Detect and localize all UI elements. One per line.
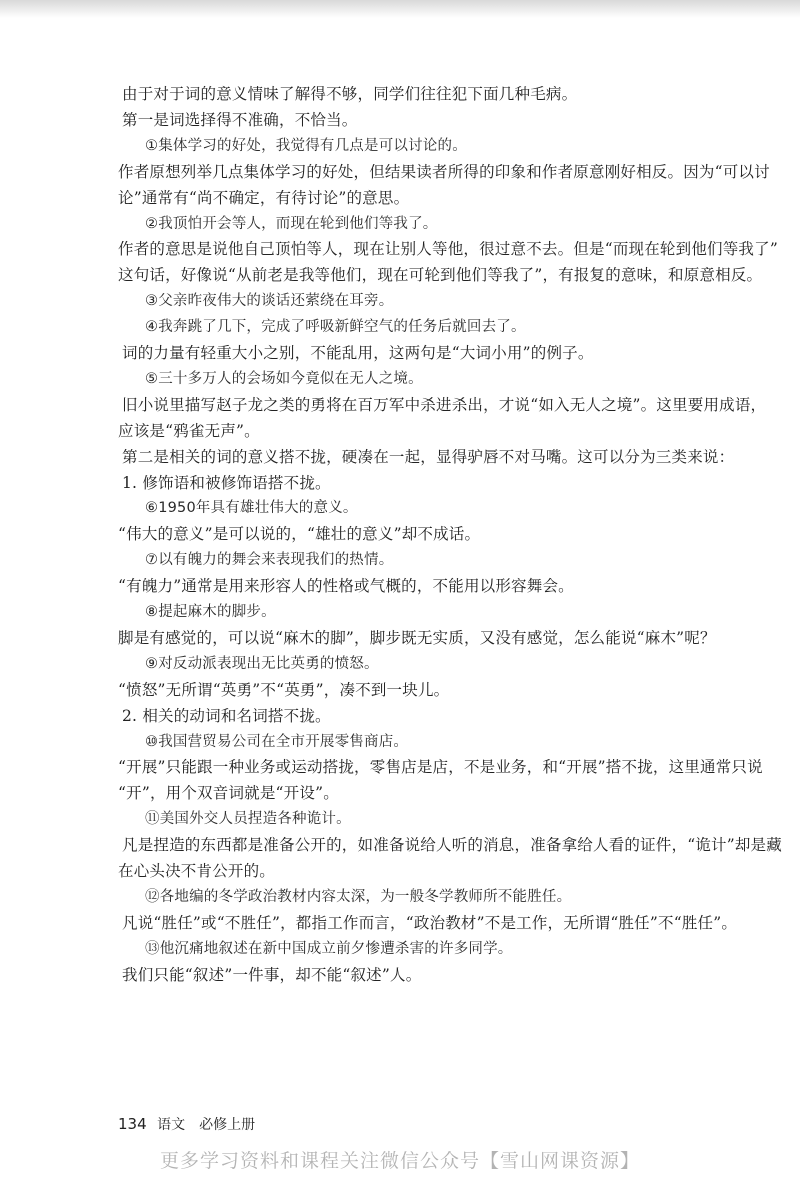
- example-sentence: ⑫各地编的冬学政治教材内容太深，为一般冬学教师所不能胜任。: [145, 888, 572, 905]
- scan-top-edge: [0, 0, 800, 18]
- page-number: 134: [118, 1115, 147, 1133]
- text-line: 词的力量有轻重大小之别，不能乱用，这两句是“大词小用”的例子。: [122, 344, 594, 362]
- example-sentence: ⑦以有魄力的舞会来表现我们的热情。: [145, 552, 394, 569]
- text-line: 作者原想列举几点集体学习的好处，但结果读者所得的印象和作者原意刚好相反。因为“可以讨: [118, 162, 770, 181]
- example-sentence: ①集体学习的好处，我觉得有几点是可以讨论的。: [145, 137, 467, 154]
- example-sentence: ⑤三十多万人的会场如今竟似在无人之境。: [145, 370, 423, 387]
- book-label: 语文 必修上册: [157, 1117, 256, 1133]
- text-line: 这句话，好像说“从前老是我等他们，现在可轮到他们等我了”，有报复的意味，和原意相反。: [118, 266, 763, 285]
- text-line: 2. 相关的动词和名词搭不拢。: [122, 706, 331, 725]
- text-line: 凡是捏造的东西都是准备公开的，如准备说给人听的消息，准备拿给人看的证件，“诡计”却是藏: [122, 836, 782, 855]
- example-sentence: ⑥1950年具有雄壮伟大的意义。: [145, 500, 358, 517]
- text-line: 作者的意思是说他自己顶怕等人，现在让别人等他，很过意不去。但是“而现在轮到他们等我了”: [118, 240, 778, 259]
- example-sentence: ⑬他沉痛地叙述在新中国成立前夕惨遭杀害的许多同学。: [145, 940, 513, 957]
- text-line: “愤怒”无所谓“英勇”不“英勇”，凑不到一块儿。: [118, 680, 450, 699]
- example-sentence: ⑧提起麻木的脚步。: [145, 604, 276, 620]
- text-line: “有魄力”通常是用来形容人的性格或气概的，不能用以形容舞会。: [118, 577, 574, 596]
- text-line: “开”，用个双音词就是“开设”。: [118, 784, 339, 803]
- text-line: 旧小说里描写赵子龙之类的勇将在百万军中杀进杀出，才说“如入无人之境”。这里要用成语，: [122, 395, 767, 414]
- example-sentence: ⑨对反动派表现出无比英勇的愤怒。: [145, 655, 379, 672]
- text-line: 脚是有感觉的，可以说“麻木的脚”，脚步既无实质，又没有感觉，怎么能说“麻木”呢？: [118, 628, 716, 647]
- example-sentence: ②我顶怕开会等人，而现在轮到他们等我了。: [145, 215, 438, 232]
- text-line: 第一是词选择得不准确，不恰当。: [122, 110, 358, 129]
- text-line: “开展”只能跟一种业务或运动搭拢，零售店是店，不是业务，和“开展”搭不拢，这里通常只说: [118, 758, 763, 777]
- watermark-text: 更多学习资料和课程关注微信公众号【雪山网课资源】: [159, 1150, 640, 1172]
- text-line: 凡说“胜任”或“不胜任”，都指工作而言，“政治教材”不是工作，无所谓“胜任”不“胜任”。: [122, 913, 738, 932]
- text-line: 1. 修饰语和被修饰语搭不拢。: [122, 473, 331, 492]
- text-line: 在心头决不肯公开的。: [118, 862, 276, 880]
- text-line: 应该是“鸦雀无声”。: [118, 421, 260, 440]
- example-sentence: ④我奔跳了几下，完成了呼吸新鲜空气的任务后就回去了。: [145, 319, 526, 336]
- example-sentence: ⑩我国营贸易公司在全市开展零售商店。: [145, 733, 409, 750]
- text-line: 我们只能“叙述”一件事，却不能“叙述”人。: [122, 965, 422, 984]
- page-footer: [118, 1114, 255, 1134]
- text-line: 第二是相关的词的意义搭不拢，硬凑在一起，显得驴唇不对马嘴。这可以分为三类来说：: [122, 447, 735, 466]
- text-line: 论”通常有“尚不确定，有待讨论”的意思。: [118, 188, 410, 207]
- example-sentence: ③父亲昨夜伟大的谈话还萦绕在耳旁。: [145, 293, 394, 310]
- text-line: “伟大的意义”是可以说的，“雄壮的意义”却不成话。: [118, 525, 481, 544]
- example-sentence: ⑪美国外交人员捏造各种诡计。: [145, 811, 351, 828]
- text-line: 由于对于词的意义情味了解得不够，同学们往往犯下面几种毛病。: [122, 85, 578, 103]
